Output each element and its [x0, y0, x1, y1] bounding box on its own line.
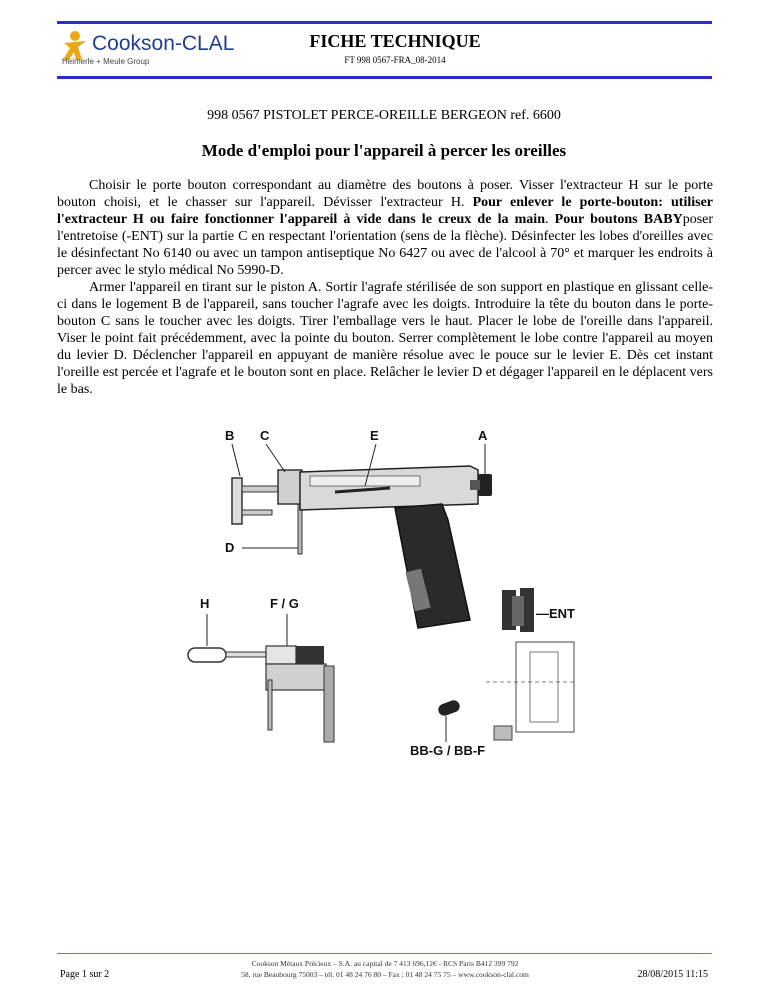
label-d: D [225, 540, 235, 555]
paragraph-1-text-c: poser l'entretoise (-ENT) sur la partie C en respectant l'orientation (sens de la flèche). Désinfecter les lobes d'oreilles avec le désinfectant No 6140 ou avec un tampon antiseptique No 6427 ou avec de l'alcool à 70° et marquer les endroits à percer avec le stylo médical No 5990-D. [57, 212, 714, 278]
paragraph-1-text-a: Choisir le porte bouton correspondant au diamètre des boutons à poser. Visser l'extracteur H sur le porte bouton choisi, et le chasser sur l'appareil. Dévisser l'extracteur H. [57, 178, 713, 210]
header-bottom-rule [57, 76, 712, 79]
label-f-g: F / G [270, 596, 299, 611]
label-a: A [478, 428, 488, 443]
label-b: B [225, 428, 235, 443]
label-bb-g-bb-f: BB-G / BB-F [410, 743, 486, 758]
ear-piercing-gun-diagram [180, 420, 600, 765]
label-h: H [200, 596, 210, 611]
label-c: C [260, 428, 270, 443]
instructions-paragraph-1 [57, 177, 713, 279]
page-number: Page 1 sur 2 [60, 969, 110, 980]
paragraph-1-bold-b: Pour boutons BABY [554, 212, 683, 227]
gun-with-extractor [188, 646, 334, 742]
paragraph-1-text-b: . [545, 212, 555, 227]
instructions-body [57, 177, 713, 398]
logo-group-name: Heimerle + Meule Group [62, 57, 150, 66]
document-reference: FT 998 0567-FRA_08-2014 [344, 55, 446, 65]
document-type-title: FICHE TECHNIQUE [309, 31, 481, 51]
page-title: Mode d'emploi pour l'appareil à percer les oreilles [201, 141, 567, 160]
logo-company-name: Cookson-CLAL [92, 32, 235, 55]
footer-company-line-2: 58, rue Beaubourg 75003 – tél. 01 48 24 76 80 – Fax : 01 48 24 75 75 – www.cookson-clal.com [241, 970, 529, 979]
footer-company-info [200, 958, 570, 980]
print-date: 28/08/2015 11:15 [637, 969, 708, 980]
product-line: 998 0567 PISTOLET PERCE-OREILLE BERGEON ref. 6600 [207, 108, 561, 123]
label-e: E [370, 428, 379, 443]
company-logo [60, 30, 235, 72]
label-ent: —ENT [536, 606, 575, 621]
footer-company-line-1: Cookson Métaux Précieux – S.A. au capital de 7 413 696,12€ - RCS Paris B412 399 792 [251, 959, 519, 968]
header-top-rule [57, 21, 712, 24]
instructions-paragraph-2: Armer l'appareil en tirant sur le piston A. Sortir l'agrafe stérilisée de son support en plastique en glissant celle-ci dans le logement B de l'appareil, sans toucher l'agrafe avec les doigts. Introduire la tête du bouton dans le porte-bouton C sans le toucher avec les doigts. Tirer l'emballage vers le haut. Placer le lobe de l'oreille dans l'appareil. Viser le point fait précédemment, avec la pointe du bouton. Serrer complètement le lobe contre l'appareil au moyen du levier D. Déclencher l'appareil en appuyant de manière résolue avec le pouce sur le levier E. Dès cet instant l'oreille est percée et l'agrafe et le bouton sont en place. Relâcher le levier D et dégager l'appareil en le déplacent vers le bas. [57, 280, 713, 397]
footer-rule [57, 953, 712, 954]
paragraph-1-bold-a: Pour enlever le porte-bouton: utiliser l'extracteur H ou faire fonctionner l'appareil à vide dans le creux de la main [57, 195, 713, 227]
